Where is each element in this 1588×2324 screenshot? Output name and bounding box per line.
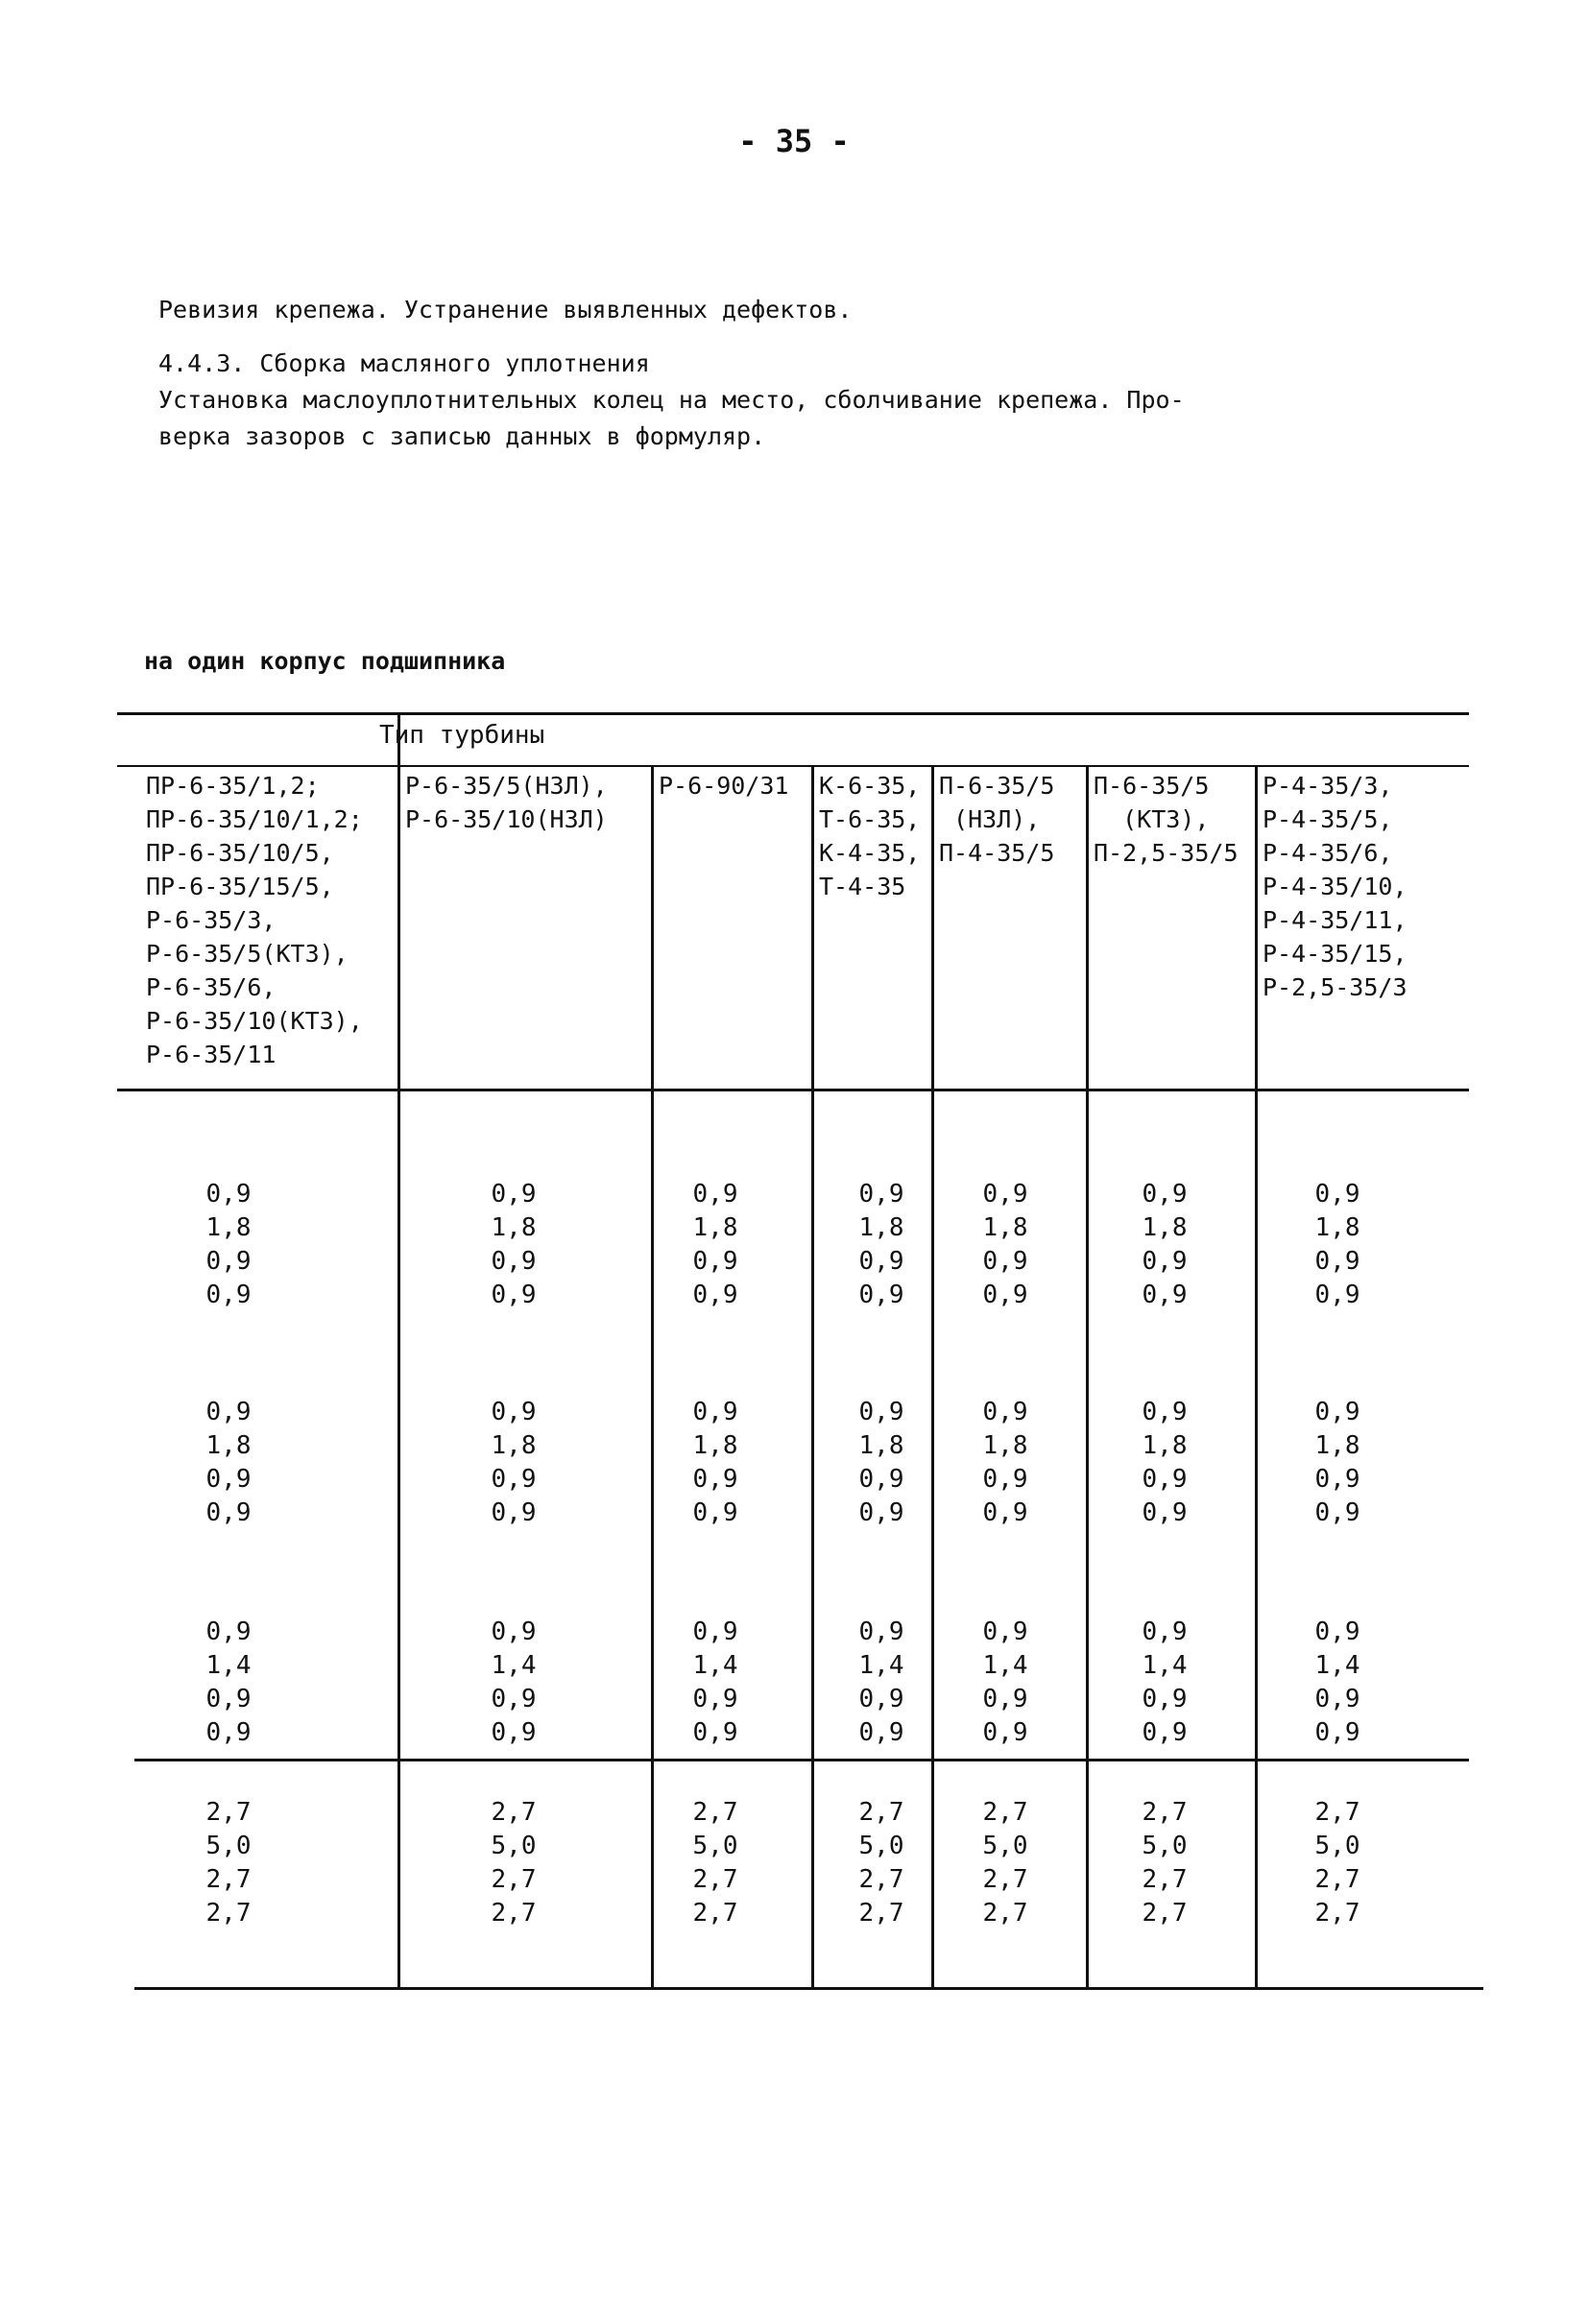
table-cell: 5,0 bbox=[205, 1832, 252, 1860]
table-cell: 0,9 bbox=[205, 1247, 252, 1276]
table-cell: 0,9 bbox=[692, 1718, 738, 1747]
column-group-header: Тип турбины bbox=[379, 721, 545, 750]
table-cell: 0,9 bbox=[692, 1180, 738, 1209]
table-cell: 2,7 bbox=[491, 1899, 537, 1928]
table-cell: 1,8 bbox=[692, 1213, 738, 1242]
table-cell: 2,7 bbox=[1142, 1899, 1188, 1928]
table-cell: 0,9 bbox=[982, 1180, 1028, 1209]
column-header-line: Р-4-35/6, bbox=[1263, 839, 1393, 867]
table-cell: 0,9 bbox=[858, 1281, 904, 1309]
table-cell: 0,9 bbox=[1314, 1685, 1360, 1713]
table-cell: 0,9 bbox=[1142, 1465, 1188, 1494]
table-cell: 2,7 bbox=[1142, 1798, 1188, 1827]
table-cell: 1,8 bbox=[1142, 1431, 1188, 1460]
paragraph-assembly-2: верка зазоров с записью данных в формуляр. bbox=[158, 422, 766, 450]
table-cell: 0,9 bbox=[1314, 1465, 1360, 1494]
table-cell: 0,9 bbox=[205, 1398, 252, 1426]
table-cell: 1,8 bbox=[692, 1431, 738, 1460]
table-cell: 0,9 bbox=[692, 1281, 738, 1309]
table-cell: 0,9 bbox=[692, 1465, 738, 1494]
table-cell: 5,0 bbox=[858, 1832, 904, 1860]
table-cell: 0,9 bbox=[858, 1718, 904, 1747]
table-cell: 0,9 bbox=[491, 1180, 537, 1209]
table-cell: 0,9 bbox=[982, 1465, 1028, 1494]
table-cell: 1,4 bbox=[858, 1651, 904, 1680]
table-cell: 0,9 bbox=[1142, 1180, 1188, 1209]
table-cell: 0,9 bbox=[982, 1281, 1028, 1309]
table-cell: 1,8 bbox=[1314, 1431, 1360, 1460]
table-cell: 1,8 bbox=[1142, 1213, 1188, 1242]
table-cell: 0,9 bbox=[1142, 1498, 1188, 1527]
column-header-line: П-6-35/5 bbox=[1094, 772, 1210, 800]
column-header-line: Т-4-35 bbox=[819, 873, 906, 900]
table-cell: 1,4 bbox=[692, 1651, 738, 1680]
column-header-line: ПР-6-35/15/5, bbox=[146, 873, 334, 900]
table-cell: 0,9 bbox=[491, 1498, 537, 1527]
table-cell: 2,7 bbox=[1314, 1899, 1360, 1928]
column-header-line: Р-6-35/11 bbox=[146, 1041, 277, 1068]
column-header-line: П-2,5-35/5 bbox=[1094, 839, 1239, 867]
page-number: - 35 - bbox=[738, 123, 850, 159]
table-cell: 0,9 bbox=[205, 1498, 252, 1527]
table-cell: 0,9 bbox=[205, 1465, 252, 1494]
table-cell: 0,9 bbox=[982, 1685, 1028, 1713]
paragraph-assembly-1: Установка маслоуплотнительных колец на место, сболчивание крепежа. Про- bbox=[158, 386, 1185, 414]
table-cell: 1,8 bbox=[1314, 1213, 1360, 1242]
column-header-line: Р-4-35/10, bbox=[1263, 873, 1408, 900]
table-cell: 1,8 bbox=[491, 1431, 537, 1460]
column-header-line: Р-6-35/6, bbox=[146, 973, 277, 1001]
table-cell: 0,9 bbox=[1314, 1498, 1360, 1527]
column-header-line: П-4-35/5 bbox=[939, 839, 1055, 867]
column-header-line: Р-6-35/5(НЗЛ), bbox=[405, 772, 608, 800]
table-cell: 2,7 bbox=[858, 1798, 904, 1827]
table-cell: 0,9 bbox=[205, 1685, 252, 1713]
table-cell: 0,9 bbox=[692, 1398, 738, 1426]
column-header-line: ПР-6-35/10/5, bbox=[146, 839, 334, 867]
table-cell: 5,0 bbox=[491, 1832, 537, 1860]
table-cell: 0,9 bbox=[858, 1247, 904, 1276]
column-header-line: Р-6-35/5(КТЗ), bbox=[146, 940, 349, 968]
table-cell: 1,4 bbox=[982, 1651, 1028, 1680]
table-cell: 2,7 bbox=[692, 1899, 738, 1928]
table-cell: 2,7 bbox=[982, 1798, 1028, 1827]
table-cell: 0,9 bbox=[858, 1180, 904, 1209]
table-cell: 0,9 bbox=[205, 1180, 252, 1209]
table-cell: 0,9 bbox=[858, 1398, 904, 1426]
column-header-line: Р-2,5-35/3 bbox=[1263, 973, 1408, 1001]
column-header-line: Р-4-35/5, bbox=[1263, 805, 1393, 833]
table-cell: 0,9 bbox=[982, 1247, 1028, 1276]
table-cell: 0,9 bbox=[858, 1685, 904, 1713]
section-heading: 4.4.3. Сборка масляного уплотнения bbox=[158, 349, 650, 377]
table-cell: 0,9 bbox=[858, 1617, 904, 1646]
table-cell: 2,7 bbox=[692, 1865, 738, 1894]
table-cell: 5,0 bbox=[1142, 1832, 1188, 1860]
column-header-line: К-6-35, bbox=[819, 772, 921, 800]
table-cell: 5,0 bbox=[982, 1832, 1028, 1860]
paragraph-revision: Ревизия крепежа. Устранение выявленных дефектов. bbox=[158, 296, 853, 323]
table-cell: 0,9 bbox=[982, 1498, 1028, 1527]
column-divider bbox=[397, 765, 400, 1987]
table-cell: 0,9 bbox=[1142, 1247, 1188, 1276]
table-cell: 0,9 bbox=[1142, 1617, 1188, 1646]
column-header-line: Р-6-35/3, bbox=[146, 906, 277, 934]
table-cell: 0,9 bbox=[491, 1718, 537, 1747]
table-cell: 0,9 bbox=[491, 1617, 537, 1646]
column-divider bbox=[1255, 765, 1258, 1987]
table-cell: 0,9 bbox=[858, 1498, 904, 1527]
table-cell: 2,7 bbox=[205, 1865, 252, 1894]
header-rule-left bbox=[117, 765, 397, 767]
table-cell: 2,7 bbox=[1314, 1865, 1360, 1894]
table-cell: 0,9 bbox=[1314, 1398, 1360, 1426]
column-header-line: (КТЗ), bbox=[1094, 805, 1210, 833]
table-cell: 0,9 bbox=[1142, 1281, 1188, 1309]
table-cell: 2,7 bbox=[982, 1899, 1028, 1928]
table-cell: 0,9 bbox=[491, 1281, 537, 1309]
subheader-rule bbox=[117, 1089, 1469, 1091]
table-cell: 2,7 bbox=[858, 1899, 904, 1928]
table-cell: 0,9 bbox=[205, 1281, 252, 1309]
table-cell: 0,9 bbox=[1314, 1247, 1360, 1276]
column-header-line: (НЗЛ), bbox=[939, 805, 1041, 833]
column-header-line: Р-4-35/3, bbox=[1263, 772, 1393, 800]
column-divider bbox=[651, 765, 654, 1987]
table-cell: 2,7 bbox=[1142, 1865, 1188, 1894]
table-cell: 0,9 bbox=[982, 1718, 1028, 1747]
table-cell: 2,7 bbox=[982, 1865, 1028, 1894]
table-cell: 0,9 bbox=[982, 1398, 1028, 1426]
table-cell: 1,8 bbox=[858, 1431, 904, 1460]
table-cell: 0,9 bbox=[692, 1498, 738, 1527]
table-cell: 1,4 bbox=[491, 1651, 537, 1680]
table-cell: 1,8 bbox=[205, 1213, 252, 1242]
table-bottom-rule bbox=[134, 1987, 1483, 1990]
table-cell: 0,9 bbox=[491, 1398, 537, 1426]
table-cell: 2,7 bbox=[858, 1865, 904, 1894]
table-cell: 0,9 bbox=[692, 1247, 738, 1276]
column-header-line: ПР-6-35/1,2; bbox=[146, 772, 320, 800]
table-cell: 1,4 bbox=[1314, 1651, 1360, 1680]
table-cell: 5,0 bbox=[692, 1832, 738, 1860]
column-header-line: К-4-35, bbox=[819, 839, 921, 867]
table-cell: 0,9 bbox=[1142, 1685, 1188, 1713]
table-cell: 2,7 bbox=[692, 1798, 738, 1827]
table-top-rule bbox=[117, 712, 1469, 715]
table-cell: 1,8 bbox=[982, 1213, 1028, 1242]
table-cell: 0,9 bbox=[692, 1685, 738, 1713]
table-cell: 0,9 bbox=[1314, 1180, 1360, 1209]
table-cell: 1,8 bbox=[205, 1431, 252, 1460]
table-cell: 0,9 bbox=[1142, 1718, 1188, 1747]
table-cell: 0,9 bbox=[205, 1718, 252, 1747]
column-header-line: Р-6-35/10(КТЗ), bbox=[146, 1007, 363, 1035]
table-cell: 2,7 bbox=[491, 1865, 537, 1894]
table-cell: 0,9 bbox=[1314, 1281, 1360, 1309]
table-cell: 0,9 bbox=[858, 1465, 904, 1494]
column-header-line: Р-4-35/11, bbox=[1263, 906, 1408, 934]
table-cell: 0,9 bbox=[491, 1247, 537, 1276]
column-header-line: Р-6-90/31 bbox=[659, 772, 789, 800]
table-cell: 0,9 bbox=[491, 1685, 537, 1713]
column-divider bbox=[1086, 765, 1089, 1987]
table-cell: 0,9 bbox=[205, 1617, 252, 1646]
column-header-line: П-6-35/5 bbox=[939, 772, 1055, 800]
table-cell: 1,4 bbox=[1142, 1651, 1188, 1680]
column-header-line: ПР-6-35/10/1,2; bbox=[146, 805, 363, 833]
table-cell: 2,7 bbox=[205, 1899, 252, 1928]
column-header-line: Т-6-35, bbox=[819, 805, 921, 833]
column-divider bbox=[811, 765, 814, 1987]
group-separator-rule bbox=[134, 1759, 1469, 1761]
table-cell: 2,7 bbox=[205, 1798, 252, 1827]
table-cell: 1,8 bbox=[491, 1213, 537, 1242]
table-cell: 0,9 bbox=[982, 1617, 1028, 1646]
table-caption: на один корпус подшипника bbox=[144, 647, 506, 675]
table-cell: 2,7 bbox=[491, 1798, 537, 1827]
table-cell: 1,8 bbox=[858, 1213, 904, 1242]
column-header-line: Р-4-35/15, bbox=[1263, 940, 1408, 968]
table-cell: 0,9 bbox=[692, 1617, 738, 1646]
column-header-line: Р-6-35/10(НЗЛ) bbox=[405, 805, 608, 833]
table-cell: 2,7 bbox=[1314, 1798, 1360, 1827]
table-cell: 0,9 bbox=[491, 1465, 537, 1494]
table-cell: 0,9 bbox=[1142, 1398, 1188, 1426]
table-cell: 5,0 bbox=[1314, 1832, 1360, 1860]
table-cell: 0,9 bbox=[1314, 1617, 1360, 1646]
table-cell: 0,9 bbox=[1314, 1718, 1360, 1747]
table-cell: 1,8 bbox=[982, 1431, 1028, 1460]
table-cell: 1,4 bbox=[205, 1651, 252, 1680]
